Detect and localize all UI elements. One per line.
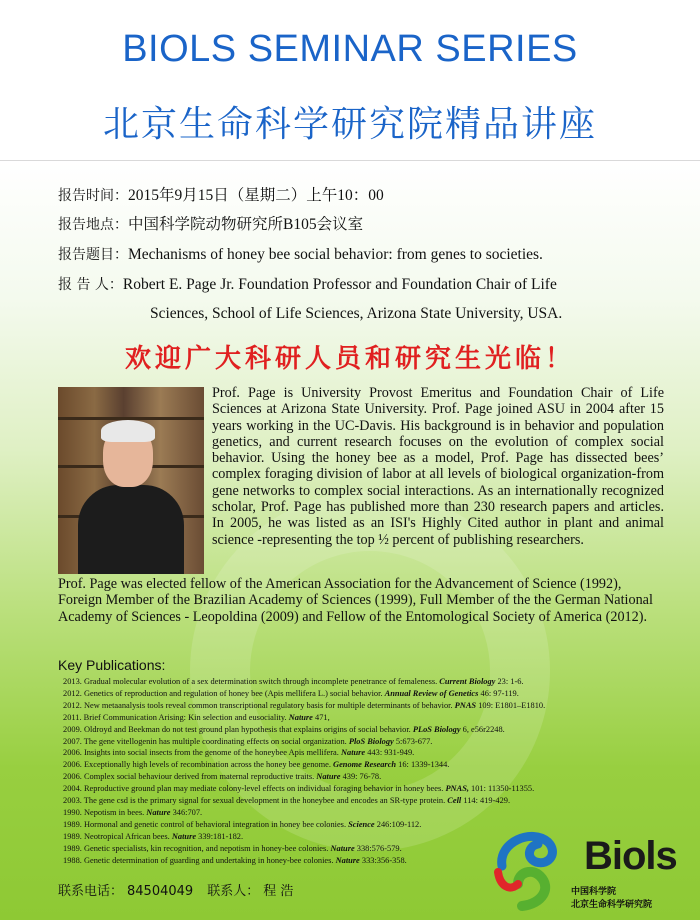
logo-name: Biols <box>584 834 677 878</box>
time-label: 报告时间： <box>58 188 128 204</box>
publication-volume: 338:576-579. <box>354 843 402 853</box>
publication-item <box>63 771 700 783</box>
speaker-line1: Robert E. Page Jr. Foundation Professor and Foundation Chair of Life <box>122 276 557 293</box>
publication-journal: Genome Research <box>333 760 397 770</box>
publication-text: 2009. Oldroyd and Beekman do not test ground plan hypothesis that explains origins of social behavior. <box>63 724 413 734</box>
logo-sub-cas: 中国科学院 <box>571 887 617 897</box>
publication-volume: 23: 1-6. <box>495 677 524 686</box>
publication-item <box>63 747 700 759</box>
info-time <box>58 186 384 206</box>
publication-journal: Nature <box>146 807 171 817</box>
publication-text: 2006. Exceptionally high levels of recombination across the honey bee genome. <box>63 760 334 770</box>
person-value: 程 浩 <box>263 884 294 899</box>
publication-text: 2011. Brief Communication Arising: Kin selection and eusociality. <box>63 712 289 722</box>
publication-text: 2006. Complex social behaviour derived from maternal reproductive traits. <box>63 772 317 782</box>
person-label: 联系人： <box>207 884 260 899</box>
publication-text: 1990. Nepotism in bees. <box>63 807 147 817</box>
topic-value: Mechanisms of honey bee social behavior: from genes to societies. <box>128 246 543 263</box>
bio-honors-paragraph: Prof. Page was elected fellow of the American Association for the Advancement of Science (1992), Foreign Member of the Brazilian Academy of Sciences (1999), Full Member of the the German National Academy of Sciences - Leopoldina (2009) and Fellow of the Entomological Society of America (2012). <box>58 576 653 625</box>
bio-paragraph: Prof. Page is University Provost Emeritus and Foundation Chair of Life Sciences at Arizona State University. Prof. Page joined ASU in 2004 after 15 years working in the UC-Davis. His background is in behavior and population genetics, and current research focuses on the evolution of complex social behavior. Using the honey bee as a model, Prof. Page has dissected bees’ complex foraging division of labor at all levels of biological organization-from gene networks to complex social interactions. As an internationally recognized scholar, Prof. Page has published more than 230 research papers and articles. In 2005, he was listed as an ISI's Highly Cited author in plant and animal science -representing the top ½ percent of publishing researchers. <box>212 385 664 548</box>
header <box>0 0 700 161</box>
publication-journal: Nature <box>340 748 366 758</box>
publication-volume: 5:673-677. <box>393 736 433 746</box>
publication-volume: 6, e56r2248. <box>460 724 505 734</box>
contact-info <box>58 880 297 899</box>
publication-text: 2012. New metaanalysis tools reveal common transcriptional regulatory basis for multiple determinants of behavior. <box>63 700 455 710</box>
publication-volume: 109: E1801–E1810. <box>476 700 546 710</box>
publication-item <box>63 795 700 807</box>
publication-journal: Nature <box>335 855 360 865</box>
place-label: 报告地点： <box>58 217 128 233</box>
publication-volume: 333:356-358. <box>359 855 407 865</box>
publication-text: 2003. The gene csd is the primary signal for sexual development in the honeybee and encodes an SR-type protein. <box>63 796 448 806</box>
publication-volume: 339:181-182. <box>196 831 244 841</box>
publication-journal: Nature <box>330 843 355 853</box>
publication-item <box>63 700 700 712</box>
publication-volume: 471, <box>312 712 330 722</box>
info-speaker-cont <box>150 304 562 324</box>
time-value: 2015年9月15日（星期二）上午10：00 <box>128 187 384 204</box>
publication-text: 1989. Genetic specialists, kin recognition, and nepotism in honey-bee colonies. <box>63 843 331 853</box>
publication-item <box>63 724 700 736</box>
publication-journal: PNAS <box>454 700 477 710</box>
publication-journal: PloS Biology <box>348 736 394 746</box>
publication-text: 2013. Gradual molecular evolution of a sex determination switch through incomplete penetrance of femaleness. <box>63 677 440 686</box>
speaker-line2: Sciences, School of Life Sciences, Arizona State University, USA. <box>150 305 563 322</box>
speaker-label: 报 告 人： <box>58 277 123 293</box>
info-topic <box>58 245 543 265</box>
publication-volume: 101: 11350-11355. <box>468 784 535 794</box>
publication-text: 2004. Reproductive ground plan may mediate colony-level effects on individual foraging behavior in honey bees. <box>63 784 446 794</box>
publication-item <box>63 688 700 700</box>
publication-journal: PLoS Biology <box>412 724 461 734</box>
publication-journal: Nature <box>171 831 197 841</box>
publication-item <box>63 736 700 748</box>
title-english: BIOLS SEMINAR SERIES <box>122 28 578 70</box>
publication-text: 1989. Hormonal and genetic control of behavioral integration in honey bee colonies. <box>63 819 349 829</box>
welcome-banner: 欢迎广大科研人员和研究生光临！ <box>124 344 575 374</box>
publication-journal: Current Biology <box>439 677 496 686</box>
publication-journal: Science <box>348 819 375 829</box>
publication-text: 2007. The gene vitellogenin has multiple coordinating effects on social organization. <box>63 736 349 746</box>
publication-text: 1989. Neotropical African bees. <box>63 831 172 841</box>
info-speaker <box>58 275 557 295</box>
publication-item <box>63 676 700 688</box>
phone-value: 84504049 <box>127 884 194 899</box>
place-value: 中国科学院动物研究所B105会议室 <box>128 216 364 233</box>
publication-volume: 346:707. <box>170 807 203 817</box>
publication-volume: 46: 97-119. <box>478 688 519 698</box>
publication-volume: 16: 1339-1344. <box>396 760 450 770</box>
publication-journal: Cell <box>447 796 462 806</box>
publication-journal: Annual Review of Genetics <box>384 688 479 698</box>
publication-item <box>63 807 700 819</box>
logo-mark-icon <box>488 822 578 914</box>
publication-text: 2012. Genetics of reproduction and regulation of honey bee (Apis mellifera L.) social behavior. <box>63 688 385 698</box>
publications-title: Key Publications: <box>58 657 166 673</box>
publication-volume: 439: 76-78. <box>340 772 382 782</box>
publication-text: 1988. Genetic determination of guarding and undertaking in honey-bee colonies. <box>63 855 336 865</box>
topic-label: 报告题目： <box>58 247 128 263</box>
publication-volume: 246:109-112. <box>374 819 422 829</box>
publication-journal: Nature <box>288 712 313 722</box>
publication-volume: 443: 931-949. <box>365 748 415 758</box>
publication-volume: 114: 419-429. <box>461 796 511 806</box>
title-chinese: 北京生命科学研究院精品讲座 <box>102 104 597 145</box>
publication-item <box>63 783 700 795</box>
publication-item <box>63 712 700 724</box>
publication-text: 2006. Insights into social insects from the genome of the honeybee Apis mellifera. <box>63 748 341 758</box>
biols-logo <box>488 822 678 912</box>
speaker-photo <box>58 387 204 574</box>
logo-sub-biols: 北京生命科学研究院 <box>571 900 653 910</box>
publication-journal: Nature <box>316 772 341 782</box>
publication-journal: PNAS, <box>445 784 469 794</box>
publication-item <box>63 759 700 771</box>
info-place <box>58 215 363 235</box>
phone-label: 联系电话： <box>58 884 124 899</box>
